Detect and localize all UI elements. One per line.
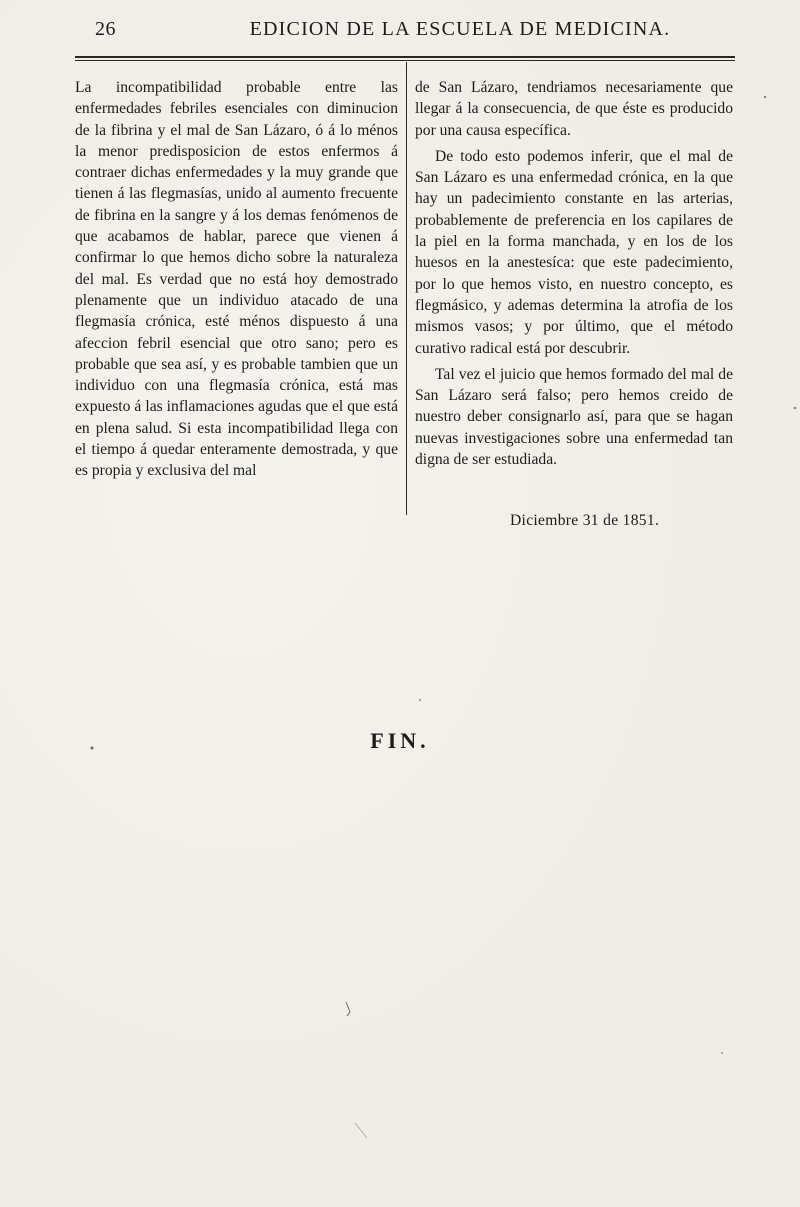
page-header bbox=[95, 18, 735, 52]
column-divider bbox=[406, 62, 407, 515]
right-paragraph-closing: Tal vez el juicio que hemos formado del mal de San Lázaro será falso; pero hemos creido de nuestro deber consignarlo así, para que se hagan nuevas investigaciones sobre una enfermedad tan digna de ser estudiada. bbox=[415, 365, 733, 469]
right-column bbox=[415, 77, 733, 470]
running-title: EDICION DE LA ESCUELA DE MEDICINA. bbox=[249, 18, 671, 40]
right-paragraph-continuation: de San Lázaro, tendriamos necesariamente que llegar á la consecuencia, de que éste es producido por una causa específica. bbox=[415, 79, 733, 139]
date-line: Diciembre 31 de 1851. bbox=[510, 512, 660, 529]
left-column bbox=[75, 77, 398, 482]
right-paragraph-conclusion: De todo esto podemos inferir, que el mal de San Lázaro es una enfermedad crónica, en la que hay un padecimiento constante en las arterias, probablemente de preferencia en los capilares de la piel en la forma manchada, y en los de los huesos en la anestesíca: que este padecimiento, por lo que hemos visto, en nuestro concepto, es flegmásico, y ademas determina la atrofia de los mismos vasos; y por último, que el método curativo radical está por descubrir. bbox=[415, 147, 733, 357]
page-number: 26 bbox=[95, 18, 116, 40]
fin-marker: FIN. bbox=[370, 728, 430, 753]
left-paragraph: La incompatibilidad probable entre las enfermedades febriles esenciales con diminucion de la fibrina y el mal de San Lázaro, ó á lo ménos la menor predisposicion de estos enfermos á contraer dichas enfermedades y la muy grande que tienen á las flegmasías, unido al aumento frecuente de fibrina en la sangre y á los demas fenómenos de que acabamos de hablar, parece que vienen á confirmar lo que hemos dicho sobre la naturaleza del mal. Es verdad que no está hoy demostrado plenamente que un individuo atacado de una flegmasía crónica, esté ménos dispuesto á una afeccion febril esencial que otro sano; pero es probable que sea así, y es probable tambien que un individuo con una flegmasía crónica, está mas expuesto á las inflamaciones agudas que el que está en plena salud. Si esta incompatibilidad llega con el tiempo á quedar enteramente demostrada, y que es propia y exclusiva del mal bbox=[75, 79, 398, 480]
header-rule bbox=[75, 56, 735, 61]
